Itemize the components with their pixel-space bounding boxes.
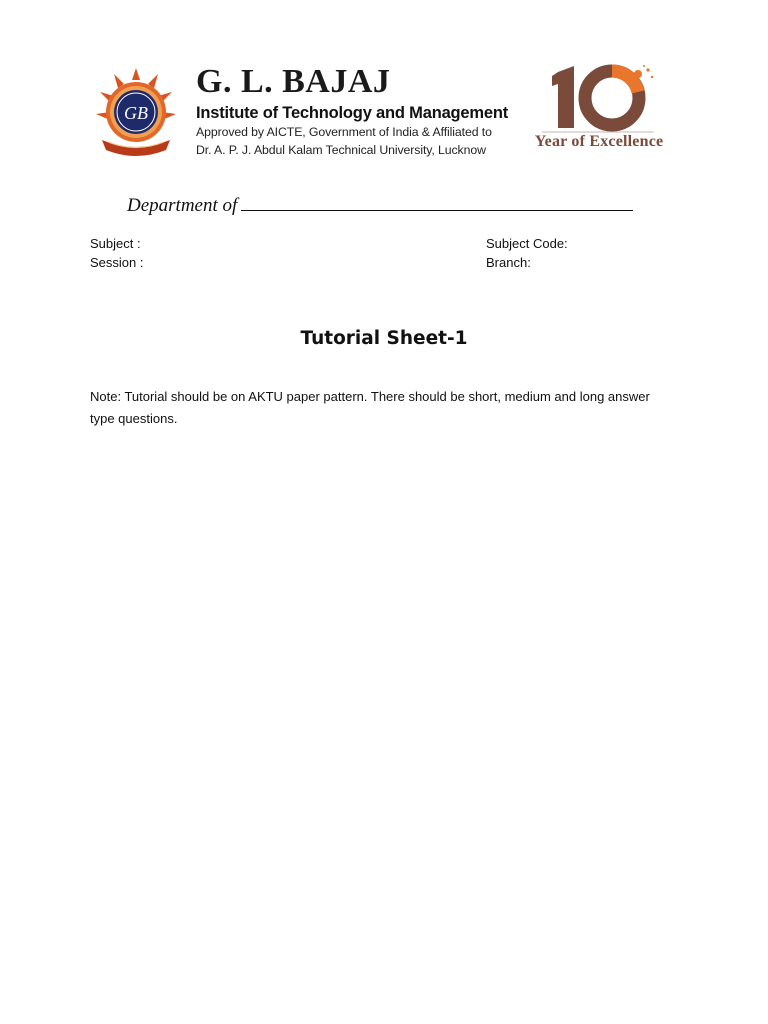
department-blank	[241, 194, 633, 211]
badge-caption: Year of Excellence	[534, 133, 664, 150]
subject-code-label: Subject Code:	[486, 236, 568, 251]
meta-left	[90, 234, 143, 272]
department-line	[127, 194, 667, 217]
meta-right	[486, 234, 568, 272]
sheet-title: Tutorial Sheet-1	[300, 328, 468, 349]
session-label: Session :	[90, 255, 144, 270]
institute-crest-icon	[94, 66, 178, 158]
department-label: Department of	[127, 195, 238, 216]
subject-label: Subject :	[90, 236, 141, 251]
branch-label: Branch:	[486, 255, 531, 270]
svg-text:GB: GB	[124, 103, 148, 123]
approval-line-1: Approved by AICTE, Government of India & Affiliated to	[196, 125, 492, 139]
approval-line-2: Dr. A. P. J. Abdul Kalam Technical University, Lucknow	[196, 143, 486, 157]
institute-name: G. L. BAJAJ	[196, 63, 391, 100]
institute-subtitle: Institute of Technology and Management	[196, 104, 509, 122]
note-text: Note: Tutorial should be on AKTU paper pattern. There should be short, medium and long answer type questions.	[90, 389, 650, 426]
institute-header	[196, 62, 516, 159]
